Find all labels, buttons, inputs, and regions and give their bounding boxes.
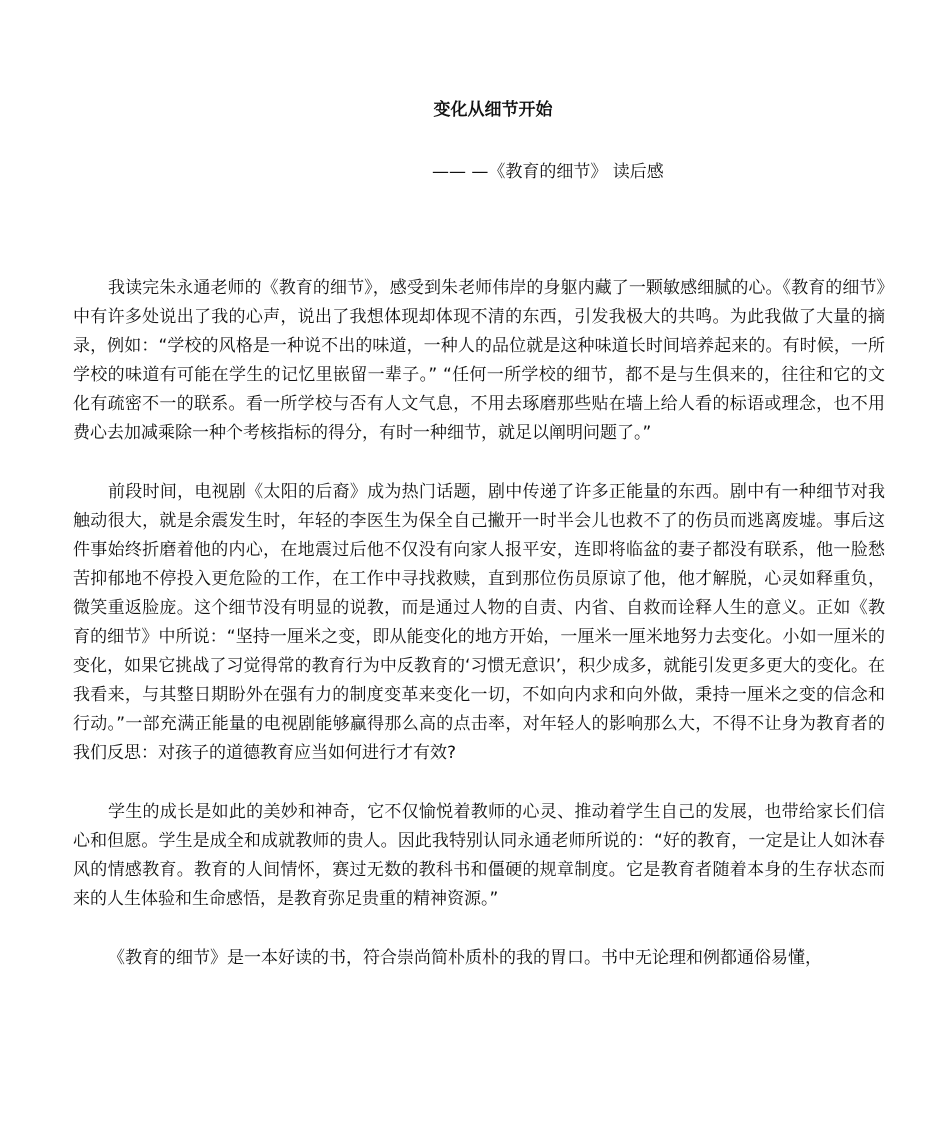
document-title: 变化从细节开始: [433, 100, 553, 120]
document-body: [73, 274, 885, 1003]
document-subtitle: —— —《教育的细节》 读后感: [432, 162, 664, 182]
paragraph-3: 学生的成长是如此的美妙和神奇，它不仅愉悦着教师的心灵、推动着学生自己的发展，也带给家长们信心和但愿。学生是成全和成就教师的贵人。因此我特别认同永通老师所说的：“好的教育，一定是让人如沐春风的情感教育。教育的人间情怀，赛过无数的教科书和僵硬的规章制度。它是教育者随着本身的生存状态而来的人生体验和生命感悟，是教育弥足贵重的精神资源。”: [73, 802, 885, 909]
paragraph-4: 《教育的细节》是一本好读的书，符合崇尚简朴质朴的我的胃口。书中无论理和例都通俗易懂，: [108, 948, 822, 968]
paragraph-2: 前段时间，电视剧《太阳的后裔》成为热门话题，剧中传递了许多正能量的东西。剧中有一种细节对我触动很大，就是余震发生时，年轻的李医生为保全自己撇开一时半会儿也救不了的伤员而逃离废墟。事后这件事始终折磨着他的内心，在地震过后他不仅没有向家人报平安，连即将临盆的妻子都没有联系，他一脸愁苦抑郁地不停投入更危险的工作，在工作中寻找救赎，直到那位伤员原谅了他，他才解脱，心灵如释重负，微笑重返脸庞。这个细节没有明显的说教，而是通过人物的自责、内省、自救而诠释人生的意义。正如《教育的细节》中所说：“坚持一厘米之变，即从能变化的地方开始，一厘米一厘米地努力去变化。小如一厘米的变化，如果它挑战了习觉得常的教育行为中反教育的‘习惯无意识’，积少成多，就能引发更多更大的变化。在我看来，与其整日期盼外在强有力的制度变革来变化一切，不如向内求和向外做，秉持一厘米之变的信念和行动。”一部充满正能量的电视剧能够赢得那么高的点击率，对年轻人的影响那么大，不得不让身为教育者的我们反思：对孩子的道德教育应当如何进行才有效?: [73, 482, 885, 763]
paragraph-1: 我读完朱永通老师的《教育的细节》，感受到朱老师伟岸的身躯内藏了一颗敏感细腻的心。《教育的细节》中有许多处说出了我的心声，说出了我想体现却体现不清的东西，引发我极大的共鸣。为此我做了大量的摘录，例如：“学校的风格是一种说不出的味道，一种人的品位就是这种味道长时间培养起来的。有时候，一所学校的味道有可能在学生的记忆里嵌留一辈子。” “任何一所学校的细节，都不是与生俱来的，往往和它的文化有疏密不一的联系。看一所学校与否有人文气息，不用去琢磨那些贴在墙上给人看的标语或理念，也不用费心去加减乘除一种个考核指标的得分，有时一种细节，就足以阐明问题了。”: [73, 278, 885, 443]
